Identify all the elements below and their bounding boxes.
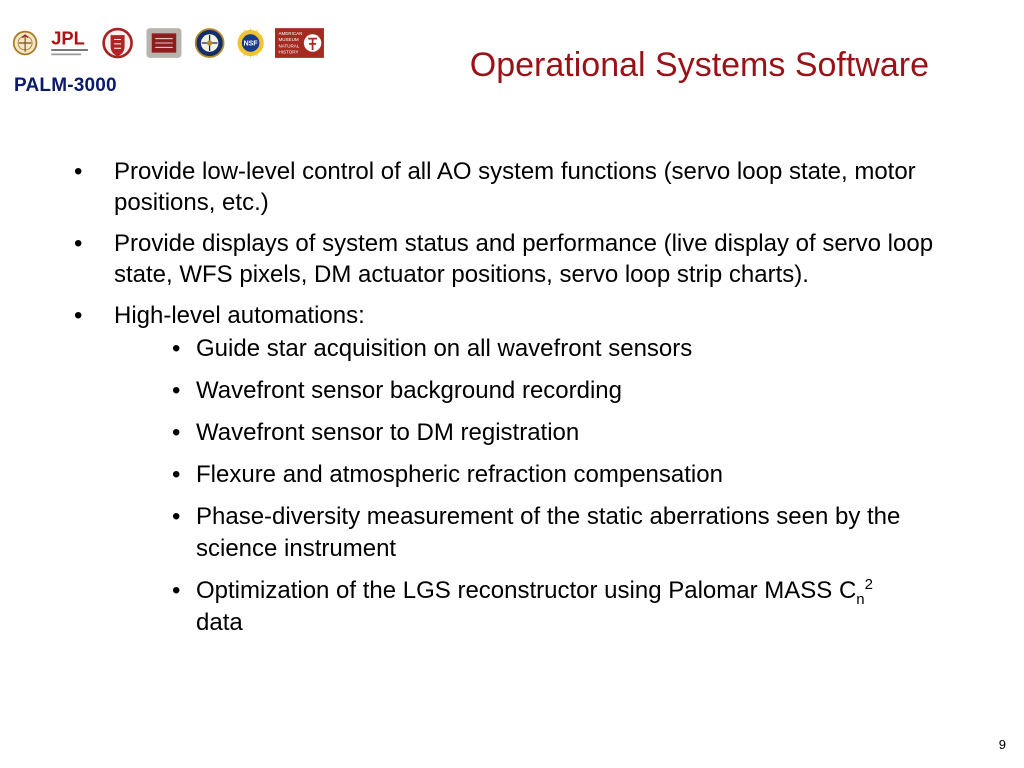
sub-bullet-item: • Wavefront sensor background recording [170,375,916,407]
sub-bullet-item: • Phase-diversity measurement of the static aberrations seen by the science instrument [170,501,916,565]
nsf-seal-icon [234,22,267,64]
caltech-seal-icon [12,22,38,64]
amnh-logo-icon [275,22,324,64]
sub-bullet-list [170,333,954,639]
svg-text:NATURAL: NATURAL [278,43,300,49]
sub-bullet-item [170,575,916,639]
project-name: PALM-3000 [14,75,117,96]
bullet-list [62,156,962,639]
svg-text:NSF: NSF [243,40,258,48]
cornell-shield-icon [101,22,134,64]
sub-bullet-text-main: Optimization of the LGS reconstructor using Palomar MASS C [196,577,857,604]
page-number: 9 [998,737,1006,752]
bullet-item: • Provide displays of system status and performance (live display of servo loop state, WFS pixels, DM actuator positions, servo loop strip charts). [62,228,954,290]
oxford-crest-icon [193,22,226,64]
slide-content [62,156,962,649]
subscript-text: n [856,590,865,608]
svg-text:AMERICAN: AMERICAN [278,31,303,37]
bullet-item [62,300,954,639]
sub-bullet-item: • Flexure and atmospheric refraction compensation [170,459,916,491]
superscript-text: 2 [864,576,873,593]
cornell-institution-seal-icon [143,22,185,64]
sub-bullet-text-end: data [196,609,243,636]
slide-title: Operational Systems Software [469,46,929,84]
jpl-logo-icon [46,22,93,64]
svg-text:MUSEUM: MUSEUM [278,37,299,43]
svg-text:JPL: JPL [51,27,86,49]
svg-text:HISTORY: HISTORY [278,49,299,55]
sub-bullet-item: • Wavefront sensor to DM registration [170,417,916,449]
bullet-item: • Provide low-level control of all AO system functions (servo loop state, motor positions, etc.) [62,156,954,218]
sub-bullet-item: • Guide star acquisition on all wavefront sensors [170,333,916,365]
header-logos [12,22,324,64]
bullet-text: High-level automations: [114,302,365,329]
